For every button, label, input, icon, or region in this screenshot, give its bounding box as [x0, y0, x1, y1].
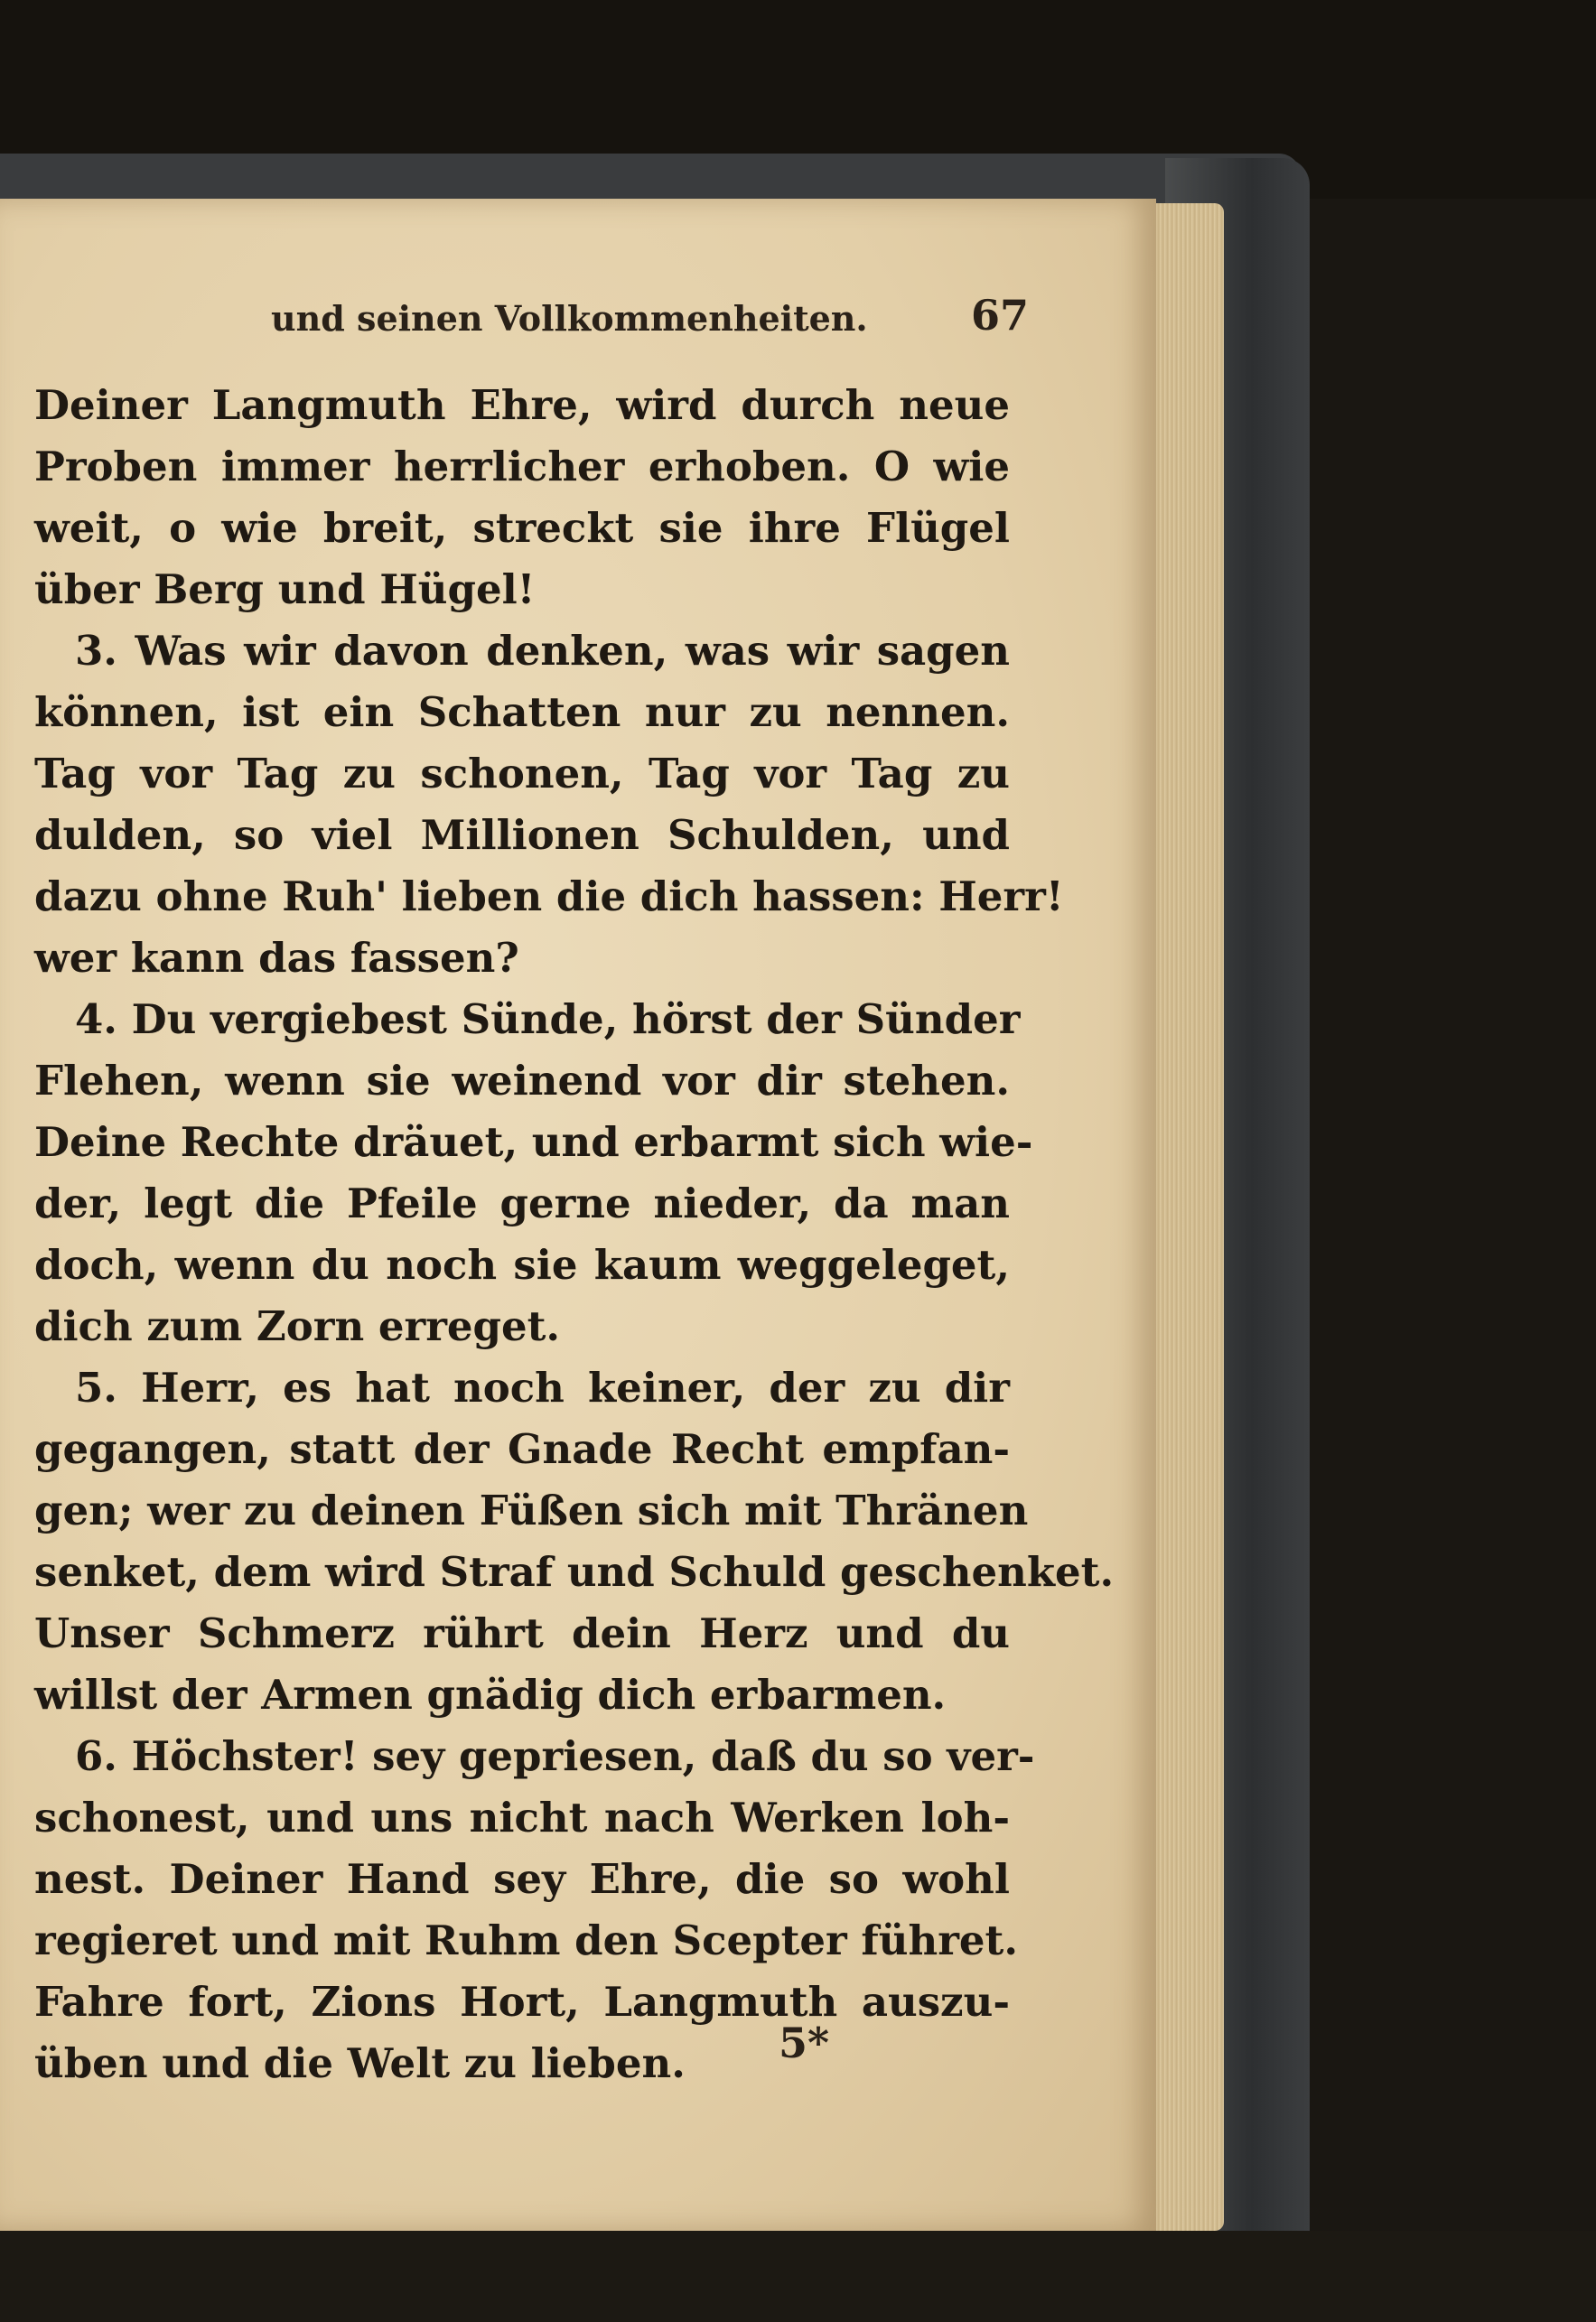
text-line: gegangen, statt der Gnade Recht empfan-: [34, 1425, 1010, 1473]
text-line: weit, o wie breit, streckt sie ihre Flügel: [34, 504, 1010, 552]
text-line: wer kann das fassen?: [34, 934, 519, 982]
text-line: Deine Rechte dräuet, und erbarmt sich wie-: [34, 1118, 1033, 1166]
verse-3-start: 3. Was wir davon denken, was wir sagen: [75, 627, 1010, 675]
running-title: und seinen Vollkommenheiten.: [271, 298, 868, 339]
text-line: Flehen, wenn sie weinend vor dir stehen.: [34, 1057, 1010, 1105]
hymn-text: [34, 375, 1115, 2094]
text-line: über Berg und Hügel!: [34, 565, 536, 613]
text-line: schonest, und uns nicht nach Werken loh-: [34, 1794, 1010, 1842]
text-line: dulden, so viel Millionen Schulden, und: [34, 811, 1010, 859]
text-line: Unser Schmerz rührt dein Herz und du: [34, 1609, 1010, 1657]
text-line: regieret und mit Ruhm den Scepter führet.: [34, 1916, 1019, 1964]
text-line: willst der Armen gnädig dich erbarmen.: [34, 1671, 947, 1719]
text-line: Fahre fort, Zions Hort, Langmuth auszu-: [34, 1978, 1010, 2026]
text-line: Proben immer herrlicher erhoben. O wie: [34, 443, 1010, 490]
signature-mark: 5*: [779, 2019, 830, 2067]
verse-4-start: 4. Du vergiebest Sünde, hörst der Sünder: [75, 995, 1021, 1043]
text-line: üben und die Welt zu lieben.: [34, 2039, 686, 2087]
verse-6-start: 6. Höchster! sey gepriesen, daß du so ver-: [75, 1732, 1035, 1780]
text-line: nest. Deiner Hand sey Ehre, die so wohl: [34, 1855, 1010, 1903]
text-line: der, legt die Pfeile gerne nieder, da man: [34, 1180, 1010, 1227]
text-line: Deiner Langmuth Ehre, wird durch neue: [34, 381, 1010, 429]
text-line: dazu ohne Ruh' lieben die dich hassen: Herr!: [34, 872, 1064, 920]
text-line: gen; wer zu deinen Füßen sich mit Thränen: [34, 1487, 1029, 1534]
text-line: dich zum Zorn erreget.: [34, 1302, 561, 1350]
text-line: senket, dem wird Straf und Schuld geschenket.: [34, 1548, 1115, 1596]
verse-5-start: 5. Herr, es hat noch keiner, der zu dir: [75, 1364, 1010, 1412]
text-line: können, ist ein Schatten nur zu nennen.: [34, 688, 1010, 736]
text-line: doch, wenn du noch sie kaum weggeleget,: [34, 1241, 1010, 1289]
page-number: 67: [971, 291, 1030, 340]
text-line: Tag vor Tag zu schonen, Tag vor Tag zu: [34, 750, 1010, 797]
background-bottom: [0, 2231, 1596, 2322]
